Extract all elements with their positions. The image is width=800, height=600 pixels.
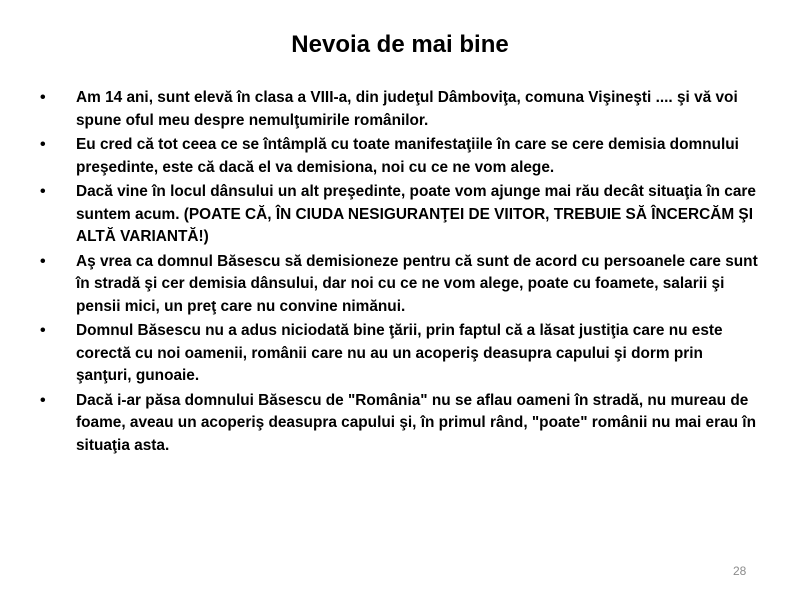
list-item — [40, 390, 760, 458]
bullet-text: Eu cred că tot ceea ce se întâmplă cu toate manifestaţiile în care se cere demisia domnului preşedinte, este că dacă el va demisiona, noi cu ce ne vom alege. — [76, 136, 739, 176]
bullet-icon: • — [40, 322, 46, 339]
list-item — [40, 134, 760, 179]
page-number: 28 — [733, 564, 747, 578]
bullet-icon: • — [40, 183, 46, 200]
slide-title: Nevoia de mai bine — [291, 31, 509, 58]
bullet-icon: • — [40, 391, 46, 409]
bullet-icon: • — [40, 252, 46, 270]
bullet-text: Am 14 ani, sunt elevă în clasa a VIII-a, din judeţul Dâmboviţa, comuna Vişineşti .... şi vă voi spune oful meu despre nemulţumirile românilor. — [76, 89, 738, 129]
bullet-text: Aş vrea ca domnul Băsescu să demisioneze pentru că sunt de acord cu persoanele care sunt în stradă şi cer demisia dânsului, dar noi cu ce ne vom alege, poate cu foamete, salarii şi pensii mici, un preţ care nu convine nimănui. — [76, 252, 758, 315]
bullet-text: Dacă vine în locul dânsului un alt preşedinte, poate vom ajunge mai rău decât situaţia în care suntem acum. (POATE CĂ, ÎN CIUDA NESIGURANŢEI DE VIITOR, TREBUIE SĂ ÎNCERCĂM ŞI ALTĂ VARIANTĂ!) — [76, 183, 756, 245]
list-item — [40, 181, 760, 249]
bullet-icon: • — [40, 136, 46, 153]
bullet-text: Domnul Băsescu nu a adus niciodată bine ţării, prin faptul că a lăsat justiţia care nu este corectă cu noi oamenii, românii care nu au un acoperiş deasupra capului şi dorm prin şanţuri, gunoaie. — [76, 322, 723, 384]
list-item — [40, 251, 760, 319]
bullet-text: Dacă i-ar păsa domnului Băsescu de "România" nu se aflau oameni în stradă, nu mureau de foame, aveau un acoperiş deasupra capului şi, în primul rând, "poate" românii nu mai erau în situaţia asta. — [76, 391, 756, 454]
list-item — [40, 87, 760, 132]
bullet-list — [40, 87, 760, 459]
list-item — [40, 320, 760, 388]
bullet-icon: • — [40, 89, 46, 106]
